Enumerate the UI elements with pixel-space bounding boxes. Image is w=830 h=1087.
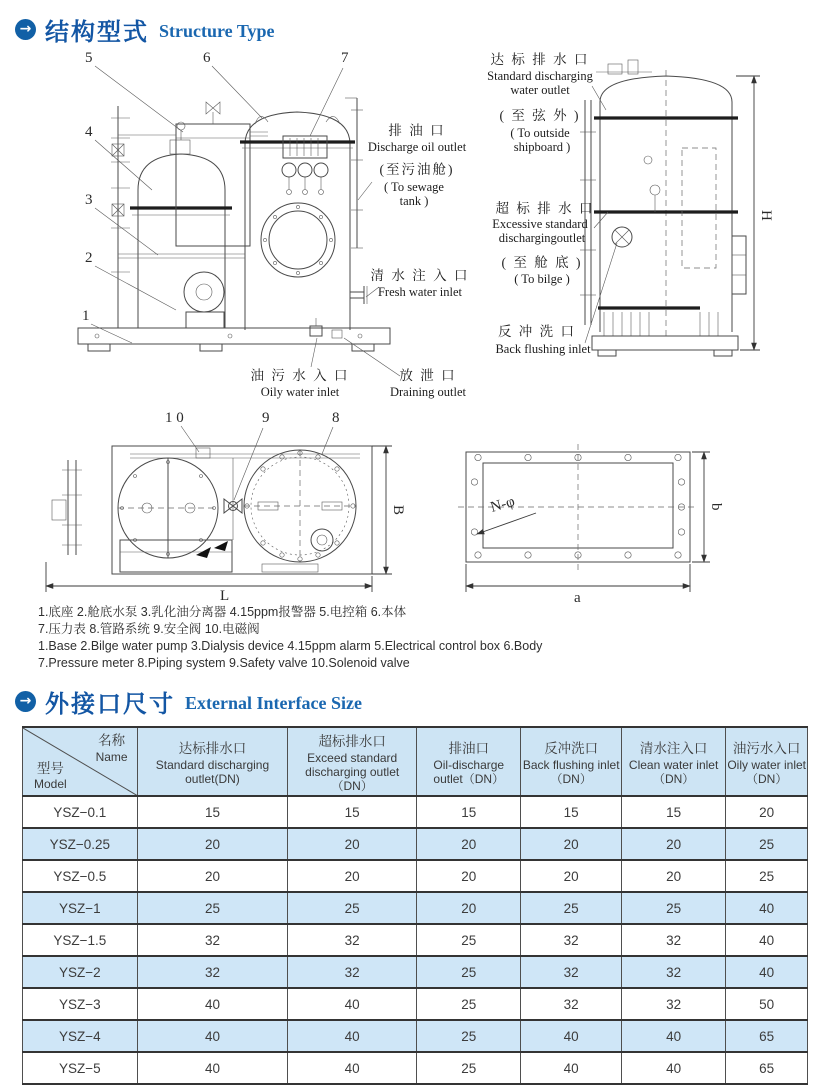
hole-count-label: N-φ	[488, 493, 517, 516]
value-cell: 40	[726, 892, 808, 924]
corner-header-cell	[23, 727, 138, 796]
section-title-en: External Interface Size	[185, 692, 362, 713]
value-cell: 20	[137, 860, 288, 892]
part-number-1: 1	[82, 308, 90, 324]
value-cell: 40	[726, 956, 808, 988]
value-cell: 15	[621, 796, 725, 828]
model-cell: YSZ−0.25	[23, 828, 138, 860]
model-cell: YSZ−0.5	[23, 860, 138, 892]
side-view-drawing	[487, 51, 774, 356]
callout-oily-water-en: Oily water inlet	[260, 385, 340, 399]
callout-standard-outlet-en2: water outlet	[510, 83, 570, 97]
callout-discharge-oil-cn: 排 油 口	[388, 123, 446, 138]
dimension-B: B	[390, 505, 406, 516]
callout-discharge-oil-en: Discharge oil outlet	[367, 140, 467, 154]
part-number-5: 5	[85, 50, 93, 66]
section-title-en: Structure Type	[159, 20, 275, 41]
part-number-9: 9	[262, 410, 270, 426]
table-row	[23, 956, 808, 988]
value-cell: 32	[521, 956, 621, 988]
column-header-clean-water: 清水注入口 Clean water inlet（DN）	[621, 727, 725, 796]
model-cell: YSZ−5	[23, 1052, 138, 1084]
value-cell: 32	[621, 988, 725, 1020]
part-number-8: 8	[332, 410, 340, 426]
value-cell: 32	[137, 924, 288, 956]
value-cell: 15	[521, 796, 621, 828]
column-header-back-flushing: 反冲洗口 Back flushing inlet（DN）	[521, 727, 621, 796]
value-cell: 25	[521, 892, 621, 924]
part-number-2: 2	[85, 250, 93, 266]
callout-excess-outlet-cn: 超 标 排 水 口	[495, 201, 595, 216]
corner-name-en: Name	[95, 749, 128, 764]
callout-excess-outlet-en2: dischargingoutlet	[498, 231, 586, 245]
interface-size-table	[22, 726, 808, 1085]
value-cell: 25	[417, 956, 521, 988]
model-cell: YSZ−1	[23, 892, 138, 924]
dimension-b: b	[708, 503, 724, 511]
column-header-standard-outlet: 达标排水口 Standard discharging outlet(DN)	[137, 727, 288, 796]
parts-list-cn-line1: 1.底座 2.舱底水泵 3.乳化油分离器 4.15ppm报警器 5.电控箱 6.本体	[38, 605, 407, 619]
value-cell: 40	[288, 1020, 417, 1052]
value-cell: 40	[521, 1020, 621, 1052]
parts-list-en-line2: 7.Pressure meter 8.Piping system 9.Safety valve 10.Solenoid valve	[38, 656, 410, 670]
value-cell: 15	[288, 796, 417, 828]
table-row	[23, 860, 808, 892]
table-row	[23, 988, 808, 1020]
part-number-3: 3	[85, 192, 93, 208]
value-cell: 40	[621, 1052, 725, 1084]
callout-back-flushing-cn: 反 冲 洗 口	[497, 324, 577, 339]
value-cell: 25	[417, 924, 521, 956]
model-cell: YSZ−4	[23, 1020, 138, 1052]
callout-sewage-cn: (至污油舱)	[379, 162, 455, 177]
value-cell: 32	[521, 924, 621, 956]
callout-fresh-water-cn: 清 水 注 入 口	[370, 268, 470, 283]
value-cell: 20	[521, 828, 621, 860]
table-row	[23, 828, 808, 860]
parts-list	[38, 604, 678, 672]
model-cell: YSZ−3	[23, 988, 138, 1020]
value-cell: 15	[417, 796, 521, 828]
table-row	[23, 892, 808, 924]
callout-oily-water-cn: 油 污 水 入 口	[250, 368, 350, 383]
model-cell: YSZ−0.1	[23, 796, 138, 828]
callout-draining-cn: 放 泄 口	[399, 368, 457, 383]
value-cell: 32	[521, 988, 621, 1020]
dimension-H: H	[758, 210, 774, 221]
corner-name-cn: 名称	[98, 733, 126, 748]
callout-outboard-en1: ( To outside	[510, 126, 570, 140]
corner-model-cn: 型号	[36, 760, 64, 776]
value-cell: 50	[726, 988, 808, 1020]
value-cell: 40	[137, 988, 288, 1020]
value-cell: 40	[726, 924, 808, 956]
callout-sewage-en1: ( To sewage	[384, 180, 444, 194]
value-cell: 40	[288, 1052, 417, 1084]
value-cell: 40	[621, 1020, 725, 1052]
callout-outboard-cn: ( 至 弦 外 )	[499, 108, 581, 123]
value-cell: 15	[137, 796, 288, 828]
value-cell: 32	[621, 924, 725, 956]
base-plan-drawing	[458, 444, 724, 606]
table-row	[23, 796, 808, 828]
value-cell: 25	[726, 860, 808, 892]
dimension-L: L	[220, 588, 230, 604]
value-cell: 20	[417, 860, 521, 892]
value-cell: 32	[288, 924, 417, 956]
model-cell: YSZ−1.5	[23, 924, 138, 956]
callout-standard-outlet-en1: Standard discharging	[487, 69, 593, 83]
callout-back-flushing-en: Back flushing inlet	[495, 342, 591, 356]
arrow-right-icon: →	[15, 691, 36, 712]
callout-excess-outlet-en1: Excessive standard	[492, 217, 588, 231]
value-cell: 25	[417, 988, 521, 1020]
value-cell: 20	[726, 796, 808, 828]
section-title-cn: 外接口尺寸	[45, 692, 175, 718]
parts-list-cn-line2: 7.压力表 8.管路系统 9.安全阀 10.电磁阀	[38, 622, 260, 636]
column-header-oil-discharge: 排油口 Oil-discharge outlet（DN）	[417, 727, 521, 796]
part-number-10: 1 0	[165, 410, 184, 426]
value-cell: 40	[137, 1020, 288, 1052]
parts-list-en-line1: 1.Base 2.Bilge water pump 3.Dialysis device 4.15ppm alarm 5.Electrical control box 6.Body	[38, 639, 543, 653]
value-cell: 20	[417, 828, 521, 860]
column-header-exceed-outlet: 超标排水口 Exceed standard discharging outlet（DN）	[288, 727, 417, 796]
value-cell: 20	[417, 892, 521, 924]
spec-table-body	[23, 796, 808, 1084]
value-cell: 20	[521, 860, 621, 892]
callout-sewage-en2: tank )	[399, 194, 429, 208]
value-cell: 40	[288, 988, 417, 1020]
table-row	[23, 1052, 808, 1084]
corner-model-label	[34, 761, 67, 792]
dimension-a: a	[574, 590, 581, 606]
value-cell: 32	[137, 956, 288, 988]
value-cell: 32	[621, 956, 725, 988]
value-cell: 25	[726, 828, 808, 860]
value-cell: 25	[137, 892, 288, 924]
value-cell: 20	[137, 828, 288, 860]
value-cell: 20	[288, 860, 417, 892]
top-view-drawing	[46, 410, 406, 604]
corner-name-label	[96, 733, 128, 764]
front-view-drawing	[78, 50, 470, 399]
table-row	[23, 1020, 808, 1052]
callout-draining-en: Draining outlet	[389, 385, 467, 399]
value-cell: 65	[726, 1020, 808, 1052]
part-number-4: 4	[85, 124, 93, 140]
value-cell: 25	[288, 892, 417, 924]
value-cell: 20	[621, 860, 725, 892]
model-cell: YSZ−2	[23, 956, 138, 988]
section-header-external-interface-size	[15, 684, 362, 719]
callout-bilge-en: ( To bilge )	[514, 272, 570, 286]
value-cell: 32	[288, 956, 417, 988]
value-cell: 25	[417, 1052, 521, 1084]
value-cell: 20	[288, 828, 417, 860]
part-number-7: 7	[341, 50, 349, 66]
callout-outboard-en2: shipboard )	[513, 140, 571, 154]
callout-standard-outlet-cn: 达 标 排 水 口	[490, 52, 590, 67]
callout-bilge-cn: ( 至 舱 底 )	[501, 255, 583, 270]
part-number-6: 6	[203, 50, 211, 66]
table-row	[23, 924, 808, 956]
value-cell: 25	[417, 1020, 521, 1052]
column-header-oily-water: 油污水入口 Oily water inlet（DN）	[726, 727, 808, 796]
section-title-cn: 结构型式	[45, 20, 149, 46]
value-cell: 65	[726, 1052, 808, 1084]
value-cell: 40	[521, 1052, 621, 1084]
table-header-row	[23, 727, 808, 796]
value-cell: 25	[621, 892, 725, 924]
callout-fresh-water-en: Fresh water inlet	[377, 285, 463, 299]
corner-model-en: Model	[34, 777, 67, 792]
value-cell: 20	[621, 828, 725, 860]
value-cell: 40	[137, 1052, 288, 1084]
arrow-right-icon: →	[15, 19, 36, 40]
structure-drawings	[0, 40, 830, 606]
